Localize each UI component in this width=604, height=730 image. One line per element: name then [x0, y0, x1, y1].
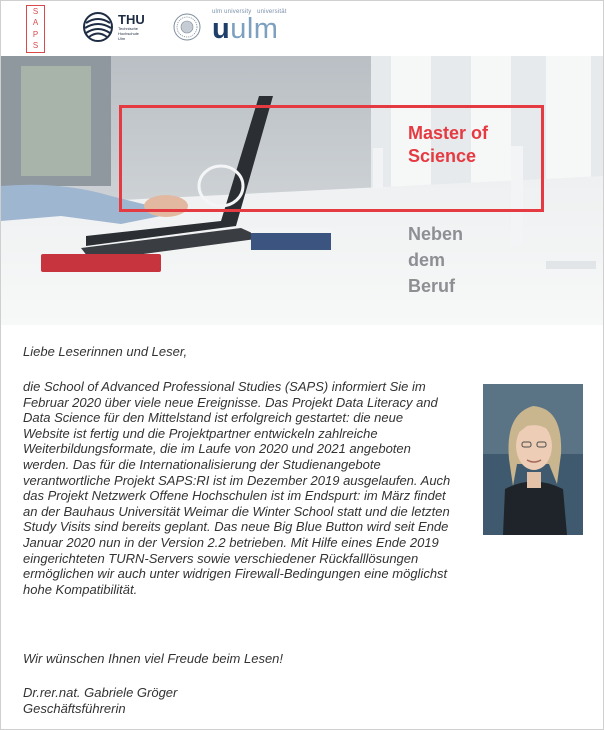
hero-title-line: Master of — [408, 123, 489, 143]
hero-subtitle — [408, 221, 518, 299]
hero-banner[interactable] — [1, 56, 603, 325]
saps-letter: P — [32, 29, 39, 39]
author-portrait — [483, 384, 583, 535]
closing-wish: Wir wünschen Ihnen viel Freude beim Lesen! — [23, 651, 284, 666]
logo-header — [1, 1, 603, 56]
hero-subtitle-line: dem — [408, 250, 446, 270]
university-seal-icon[interactable] — [173, 13, 201, 41]
thu-globe-icon — [82, 11, 114, 43]
uulm-tagline: ulm university — [212, 9, 252, 15]
letter-body: die School of Advanced Professional Studies (SAPS) informiert Sie im Februar 2020 über viele neue Ereignisse. Das Projekt Data Literacy and Data Science für den Mittelstand ist erfolgreich gestartet: die neue Website ist fertig und die Projektpartner entwickeln zahlreiche Weiterbildungsformate, die im Laufe von 2020 und 2021 angeboten werden. Das für die Internationalisierung der Studienangebote verantwortliche Projekt SAPS:RI ist im Dezember 2019 ausgelaufen. Auch das Projekt Netzwerk Offene Hochschulen ist im Endspurt: im März findet an der Bauhaus Universität Weimar die Winter School statt und die letzten Study Visits sind bereits geplant. Das neue Big Blue Button wird seit Ende Januar 2020 nun in der Version 2.2 betrieben. Mit Hilfe eines Ende 2019 eingerichteten TURN-Servers sowie verschiedener Rückfalllösungen ermöglichen wir auch unter widrigen Firewall-Bedingungen eine möglichst hohe Kompatibilität. — [23, 379, 451, 597]
thu-subtitle: Hochschule — [118, 31, 139, 36]
signature-role: Geschäftsführerin — [23, 700, 126, 716]
signature-name: Dr.rer.nat. Gabriele Gröger — [23, 685, 178, 700]
saps-logo[interactable] — [26, 5, 45, 53]
hero-title-line: Science — [408, 146, 477, 166]
uulm-wordmark: ulm — [230, 13, 279, 45]
thu-logo[interactable] — [82, 10, 145, 44]
signature — [23, 685, 323, 716]
hero-subtitle-line: Neben — [408, 224, 464, 244]
thu-subtitle: Ulm — [118, 36, 126, 41]
saps-letter: A — [32, 18, 39, 28]
saps-letter: S — [32, 41, 39, 51]
uulm-wordmark-u: u — [212, 13, 231, 45]
thu-title: THU — [118, 12, 145, 27]
uulm-tagline: universität — [257, 9, 287, 15]
thu-subtitle: Technische — [118, 26, 139, 31]
saps-letter: S — [32, 6, 39, 16]
hero-subtitle-line: Beruf — [408, 276, 456, 296]
letter-content — [23, 344, 583, 716]
uulm-logo[interactable] — [212, 9, 287, 43]
greeting: Liebe Leserinnen und Leser, — [23, 344, 188, 359]
hero-title — [408, 122, 528, 168]
